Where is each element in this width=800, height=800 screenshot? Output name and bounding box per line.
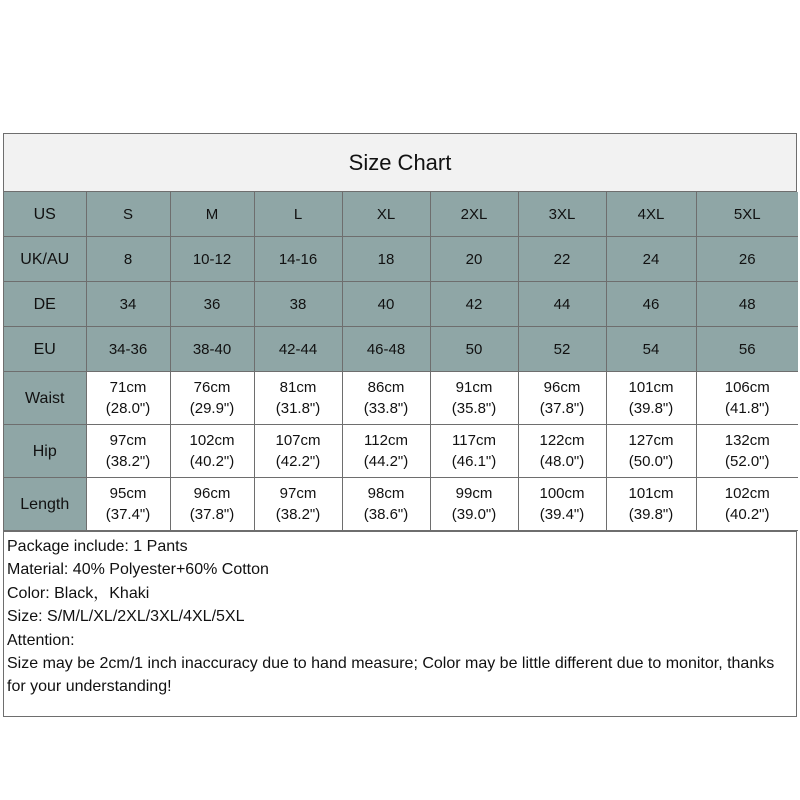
size-cell: 8: [86, 237, 170, 282]
size-note: Size: S/M/L/XL/2XL/3XL/4XL/5XL: [7, 608, 245, 626]
size-cell: 38: [254, 282, 342, 327]
row-label: EU: [4, 327, 86, 372]
size-cell: 2XL: [430, 192, 518, 237]
size-table: [4, 192, 798, 531]
measurement-cell: [606, 372, 696, 425]
size-cell: 46-48: [342, 327, 430, 372]
cm-value: 117cm: [452, 432, 496, 449]
cm-value: 95cm: [109, 485, 147, 502]
size-cell: M: [170, 192, 254, 237]
inch-value: (39.0"): [451, 506, 497, 523]
size-cell: 52: [518, 327, 606, 372]
measurement-cell: [254, 372, 342, 425]
size-row: [4, 237, 798, 282]
cm-value: 107cm: [275, 432, 321, 449]
cm-value: 102cm: [724, 485, 770, 502]
measurement-cell: [342, 425, 430, 478]
row-label: UK/AU: [4, 237, 86, 282]
color-note: Color: Black，Khaki: [7, 584, 150, 602]
size-cell: 56: [696, 327, 798, 372]
size-cell: 20: [430, 237, 518, 282]
cm-value: 122cm: [539, 432, 585, 449]
inch-value: (40.2"): [724, 506, 770, 523]
cm-value: 86cm: [367, 379, 405, 396]
inch-value: (39.4"): [539, 506, 585, 523]
row-label: DE: [4, 282, 86, 327]
measurement-cell: [86, 372, 170, 425]
measurement-cell: [518, 425, 606, 478]
measurement-cell: [696, 425, 798, 478]
row-label: Length: [4, 478, 86, 531]
size-cell: 48: [696, 282, 798, 327]
size-cell: 42: [430, 282, 518, 327]
row-label: Hip: [4, 425, 86, 478]
cm-value: 98cm: [367, 485, 405, 502]
cm-value: 96cm: [543, 379, 581, 396]
measurement-cell: [342, 478, 430, 531]
size-cell: 5XL: [696, 192, 798, 237]
inch-value: (37.4"): [105, 506, 151, 523]
product-notes: [4, 531, 796, 699]
cm-value: 99cm: [455, 485, 493, 502]
inch-value: (31.8"): [275, 400, 321, 417]
inch-value: (52.0"): [724, 453, 770, 470]
inch-value: (38.6"): [363, 506, 409, 523]
cm-value: 106cm: [724, 379, 770, 396]
size-cell: 22: [518, 237, 606, 282]
chart-title: Size Chart: [4, 134, 796, 192]
size-cell: L: [254, 192, 342, 237]
measurement-cell: [170, 425, 254, 478]
inch-value: (44.2"): [363, 453, 409, 470]
inch-value: (28.0"): [105, 400, 151, 417]
size-chart: [3, 133, 797, 717]
measurement-cell: [86, 478, 170, 531]
size-cell: 42-44: [254, 327, 342, 372]
cm-value: 102cm: [189, 432, 235, 449]
measurement-cell: [696, 478, 798, 531]
inch-value: (39.8"): [628, 400, 674, 417]
measurement-row: [4, 425, 798, 478]
size-cell: XL: [342, 192, 430, 237]
size-cell: 50: [430, 327, 518, 372]
cm-value: 101cm: [628, 379, 674, 396]
measurement-cell: [606, 478, 696, 531]
measurement-cell: [430, 425, 518, 478]
measurement-cell: [254, 478, 342, 531]
measurement-row: [4, 478, 798, 531]
size-cell: 38-40: [170, 327, 254, 372]
measurement-cell: [696, 372, 798, 425]
size-cell: 26: [696, 237, 798, 282]
measurement-cell: [518, 372, 606, 425]
cm-value: 71cm: [109, 379, 147, 396]
inch-value: (37.8"): [189, 506, 235, 523]
inch-value: (37.8"): [539, 400, 585, 417]
size-cell: 14-16: [254, 237, 342, 282]
cm-value: 97cm: [109, 432, 147, 449]
inch-value: (38.2"): [105, 453, 151, 470]
package-note: Package include: 1 Pants: [7, 538, 188, 555]
measurement-cell: [170, 372, 254, 425]
inch-value: (48.0"): [539, 453, 585, 470]
size-row: [4, 192, 798, 237]
size-cell: 34-36: [86, 327, 170, 372]
size-cell: 40: [342, 282, 430, 327]
measurement-cell: [254, 425, 342, 478]
inch-value: (38.2"): [275, 506, 321, 523]
size-cell: 36: [170, 282, 254, 327]
measurement-cell: [430, 372, 518, 425]
size-cell: 3XL: [518, 192, 606, 237]
inch-value: (39.8"): [628, 506, 674, 523]
cm-value: 81cm: [279, 379, 317, 396]
inch-value: (33.8"): [363, 400, 409, 417]
cm-value: 76cm: [193, 379, 231, 396]
size-cell: 54: [606, 327, 696, 372]
inch-value: (29.9"): [189, 400, 235, 417]
inch-value: (41.8"): [724, 400, 770, 417]
measurement-cell: [170, 478, 254, 531]
size-cell: 4XL: [606, 192, 696, 237]
row-label: Waist: [4, 372, 86, 425]
material-note: Material: 40% Polyester+60% Cotton: [7, 561, 269, 579]
size-cell: 44: [518, 282, 606, 327]
measurement-row: [4, 372, 798, 425]
measurement-cell: [86, 425, 170, 478]
cm-value: 97cm: [279, 485, 317, 502]
cm-value: 91cm: [455, 379, 493, 396]
measurement-cell: [606, 425, 696, 478]
size-cell: 34: [86, 282, 170, 327]
row-label: US: [4, 192, 86, 237]
size-cell: 10-12: [170, 237, 254, 282]
measurement-cell: [430, 478, 518, 531]
cm-value: 100cm: [539, 485, 585, 502]
size-cell: 24: [606, 237, 696, 282]
inch-value: (42.2"): [275, 453, 321, 470]
size-table-body: [4, 192, 798, 531]
attention-label: Attention:: [7, 631, 75, 649]
size-row: [4, 282, 798, 327]
cm-value: 112cm: [364, 432, 408, 449]
size-cell: 18: [342, 237, 430, 282]
measurement-cell: [342, 372, 430, 425]
cm-value: 101cm: [628, 485, 674, 502]
inch-value: (46.1"): [451, 453, 497, 470]
size-cell: S: [86, 192, 170, 237]
inch-value: (40.2"): [189, 453, 235, 470]
attention-note: Size may be 2cm/1 inch inaccuracy due to hand measure; Color may be little different due to monitor, thanks for your understanding!: [7, 655, 775, 696]
size-row: [4, 327, 798, 372]
inch-value: (50.0"): [628, 453, 674, 470]
size-cell: 46: [606, 282, 696, 327]
cm-value: 132cm: [724, 432, 770, 449]
cm-value: 127cm: [628, 432, 674, 449]
inch-value: (35.8"): [451, 400, 497, 417]
cm-value: 96cm: [193, 485, 231, 502]
measurement-cell: [518, 478, 606, 531]
